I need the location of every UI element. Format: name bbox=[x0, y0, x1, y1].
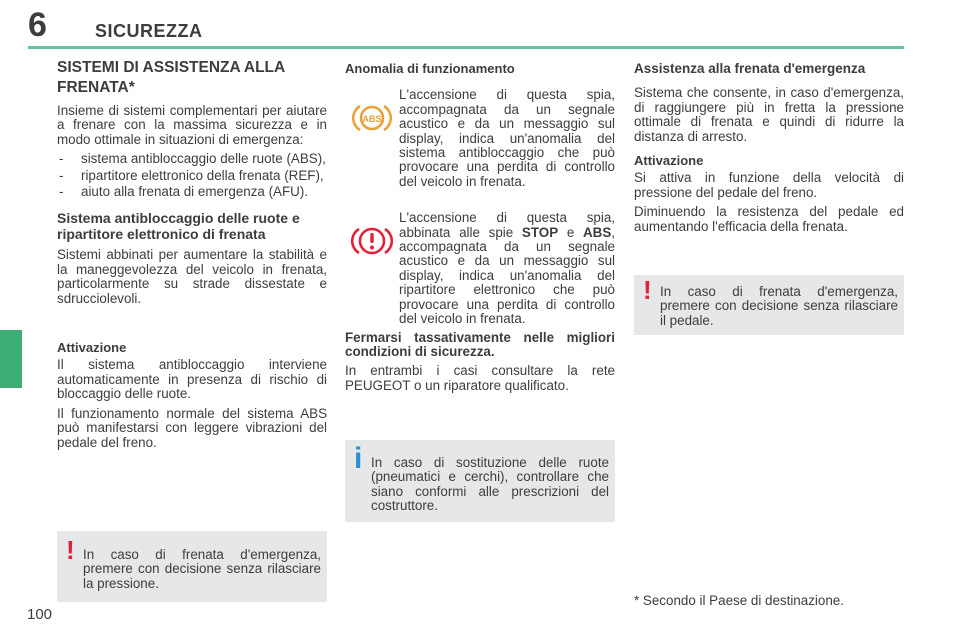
activation-heading: Attivazione bbox=[634, 153, 704, 169]
section-title-emergency-brake-assist: Assistenza alla frenata d'emergenza bbox=[634, 61, 866, 76]
brake-warning-light-icon bbox=[345, 211, 399, 271]
abs-paragraph: Sistemi abbinati per aumentare la stabilità e la maneggevolezza del veicolo in frenata, particolarmente su strade dissestate e sdrucciolevoli. bbox=[57, 247, 327, 306]
warning-exclamation-icon: ! bbox=[643, 275, 652, 305]
warning-note-emergency-pedal bbox=[634, 275, 904, 335]
stop-warning-text-and: e bbox=[558, 224, 583, 240]
note-text: In caso di frenata d'emergenza, premere con decisione senza rilasciare il pedale. bbox=[660, 284, 898, 328]
stop-label: STOP bbox=[521, 224, 559, 240]
abs-warning-block bbox=[345, 88, 615, 189]
activation-heading: Attivazione bbox=[57, 340, 127, 356]
activation-paragraph: Il sistema antibloccaggio interviene automaticamente in presenza di rischio di bloccaggio delle ruote. bbox=[57, 357, 327, 402]
warning-note-emergency-braking bbox=[57, 531, 327, 602]
malfunction-heading: Anomalia di funzionamento bbox=[345, 61, 515, 76]
intro-paragraph: Sistema che consente, in caso d'emergenza, di raggiungere più in fretta la pressione ottimale di frenata e quindi di ridurre la distanza di arresto. bbox=[634, 85, 904, 144]
chapter-side-tab bbox=[0, 330, 22, 388]
column-right bbox=[634, 62, 904, 239]
systems-list bbox=[57, 152, 327, 199]
stop-warning-text-pre: L'accensione di questa spia, abbinata alle spie bbox=[399, 210, 615, 240]
column-left bbox=[57, 58, 327, 455]
consult-paragraph: In entrambi i casi consultare la rete PEUGEOT o un riparatore qualificato. bbox=[345, 363, 615, 393]
warning-exclamation-icon: ! bbox=[66, 535, 75, 565]
list-item: - aiuto alla frenata di emergenza (AFU). bbox=[57, 185, 327, 199]
header-rule bbox=[28, 46, 904, 49]
note-text: In caso di frenata d'emergenza, premere con decisione senza rilasciare la pressione. bbox=[83, 547, 321, 591]
note-text: In caso di sostituzione delle ruote (pneumatici e cerchi), controllare che siano conformi alle prescrizioni del costruttore. bbox=[371, 455, 609, 514]
abs-icon-label: ABS bbox=[362, 114, 382, 125]
list-item: - sistema antibloccaggio delle ruote (ABS), bbox=[57, 152, 327, 166]
stop-instruction: Fermarsi tassativamente nelle migliori condizioni di sicurezza. bbox=[345, 329, 615, 359]
list-item: - ripartitore elettronico della frenata (REF), bbox=[57, 169, 327, 183]
intro-paragraph: Insieme di sistemi complementari per aiutare a frenare con la massima sicurezza e in modo ottimale in situazioni di emergenza: bbox=[57, 103, 327, 147]
stop-warning-text bbox=[399, 211, 615, 326]
stop-warning-text-post: , accompagnata da un segnale acustico e da un messaggio sul display, indica un'anomalia del ripartitore elettronico che può provocare una perdita di controllo del veicolo in frenata. bbox=[399, 224, 615, 327]
abs-warning-light-icon bbox=[345, 88, 399, 148]
abs-label: ABS bbox=[582, 224, 612, 240]
page-number: 100 bbox=[27, 606, 53, 623]
abs-warning-text: L'accensione di questa spia, accompagnata da un segnale acustico e da un messaggio sul display, indica un'anomalia del sistema antibloccaggio che può provocare una perdita di controllo del veicolo in frenata. bbox=[399, 87, 615, 189]
section-title-braking-assist: SISTEMI DI ASSISTENZA ALLA FRENATA* bbox=[57, 59, 285, 96]
chapter-number: 6 bbox=[28, 6, 47, 44]
footnote: * Secondo il Paese di destinazione. bbox=[634, 593, 844, 608]
activation-paragraph: Si attiva in funzione della velocità di pressione del pedale del freno. bbox=[634, 170, 904, 200]
info-note-wheel-replacement bbox=[345, 440, 615, 522]
stop-warning-block bbox=[345, 211, 615, 326]
activation-paragraph: Diminuendo la resistenza del pedale ed aumentando l'efficacia della frenata. bbox=[634, 204, 904, 234]
chapter-title: SICUREZZA bbox=[95, 21, 203, 41]
activation-paragraph: Il funzionamento normale del sistema ABS può manifestarsi con leggere vibrazioni del pedale del freno. bbox=[57, 405, 327, 450]
column-middle bbox=[345, 62, 615, 398]
section-title-abs: Sistema antibloccaggio delle ruote e ripartitore elettronico di frenata bbox=[57, 210, 300, 242]
info-icon: i bbox=[354, 442, 363, 475]
